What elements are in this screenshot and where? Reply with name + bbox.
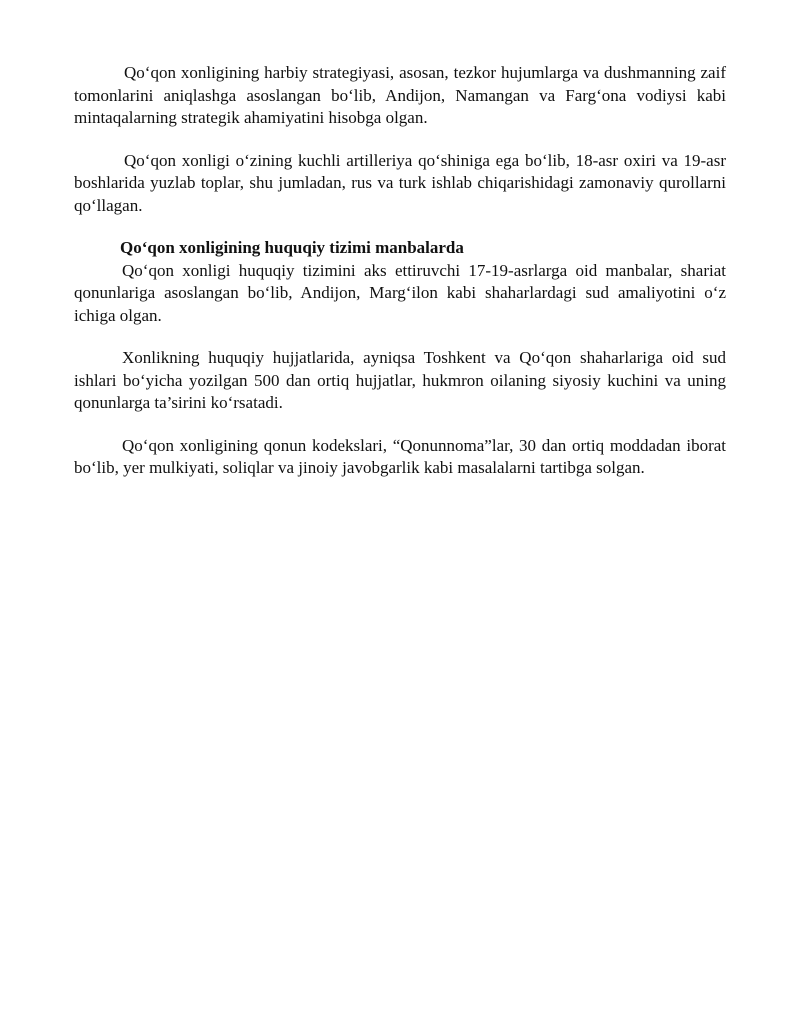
paragraph-artillery: Qo‘qon xonligi o‘zining kuchli artilleriya qo‘shiniga ega bo‘lib, 18-asr oxiri va 19-asr boshlarida yuzlab toplar, shu jumladan, rus va turk ishlab chiqarishidagi zamonaviy qurollarni qo‘llagan. xyxy=(74,150,726,215)
paragraph-military-strategy: Qo‘qon xonligining harbiy strategiyasi, asosan, tezkor hujumlarga va dushmanning zaif tomonlarini aniqlashga asoslangan bo‘lib, Andijon, Namangan va Farg‘ona vodiysi kabi mintaqalarning strategik ahamiyatini hisobga olgan. xyxy=(74,63,726,127)
section-heading: Qo‘qon xonligining huquqiy tizimi manbalarda xyxy=(120,238,464,257)
paragraph-legal-sources: Qo‘qon xonligi huquqiy tizimini aks ettiruvchi 17-19-asrlarga oid manbalar, shariat qonunlariga asoslangan bo‘lib, Andijon, Marg‘ilon kabi shaharlardagi sud amaliyotini o‘z ichiga olgan. xyxy=(74,260,726,325)
paragraph-legal-documents: Xonlikning huquqiy hujjatlarida, ayniqsa Toshkent va Qo‘qon shaharlariga oid sud ishlari bo‘yicha yozilgan 500 dan ortiq hujjatlar, hukmron oilaning siyosiy kuchini va uning qonunlarga ta’sirini ko‘rsatadi. xyxy=(74,348,726,412)
paragraph-law-codes: Qo‘qon xonligining qonun kodekslari, “Qonunnoma”lar, 30 dan ortiq moddadan iborat bo‘lib, yer mulkiyati, soliqlar va jinoiy javobgarlik kabi masalalarni tartibga solgan. xyxy=(74,435,726,477)
document-page xyxy=(74,62,726,480)
